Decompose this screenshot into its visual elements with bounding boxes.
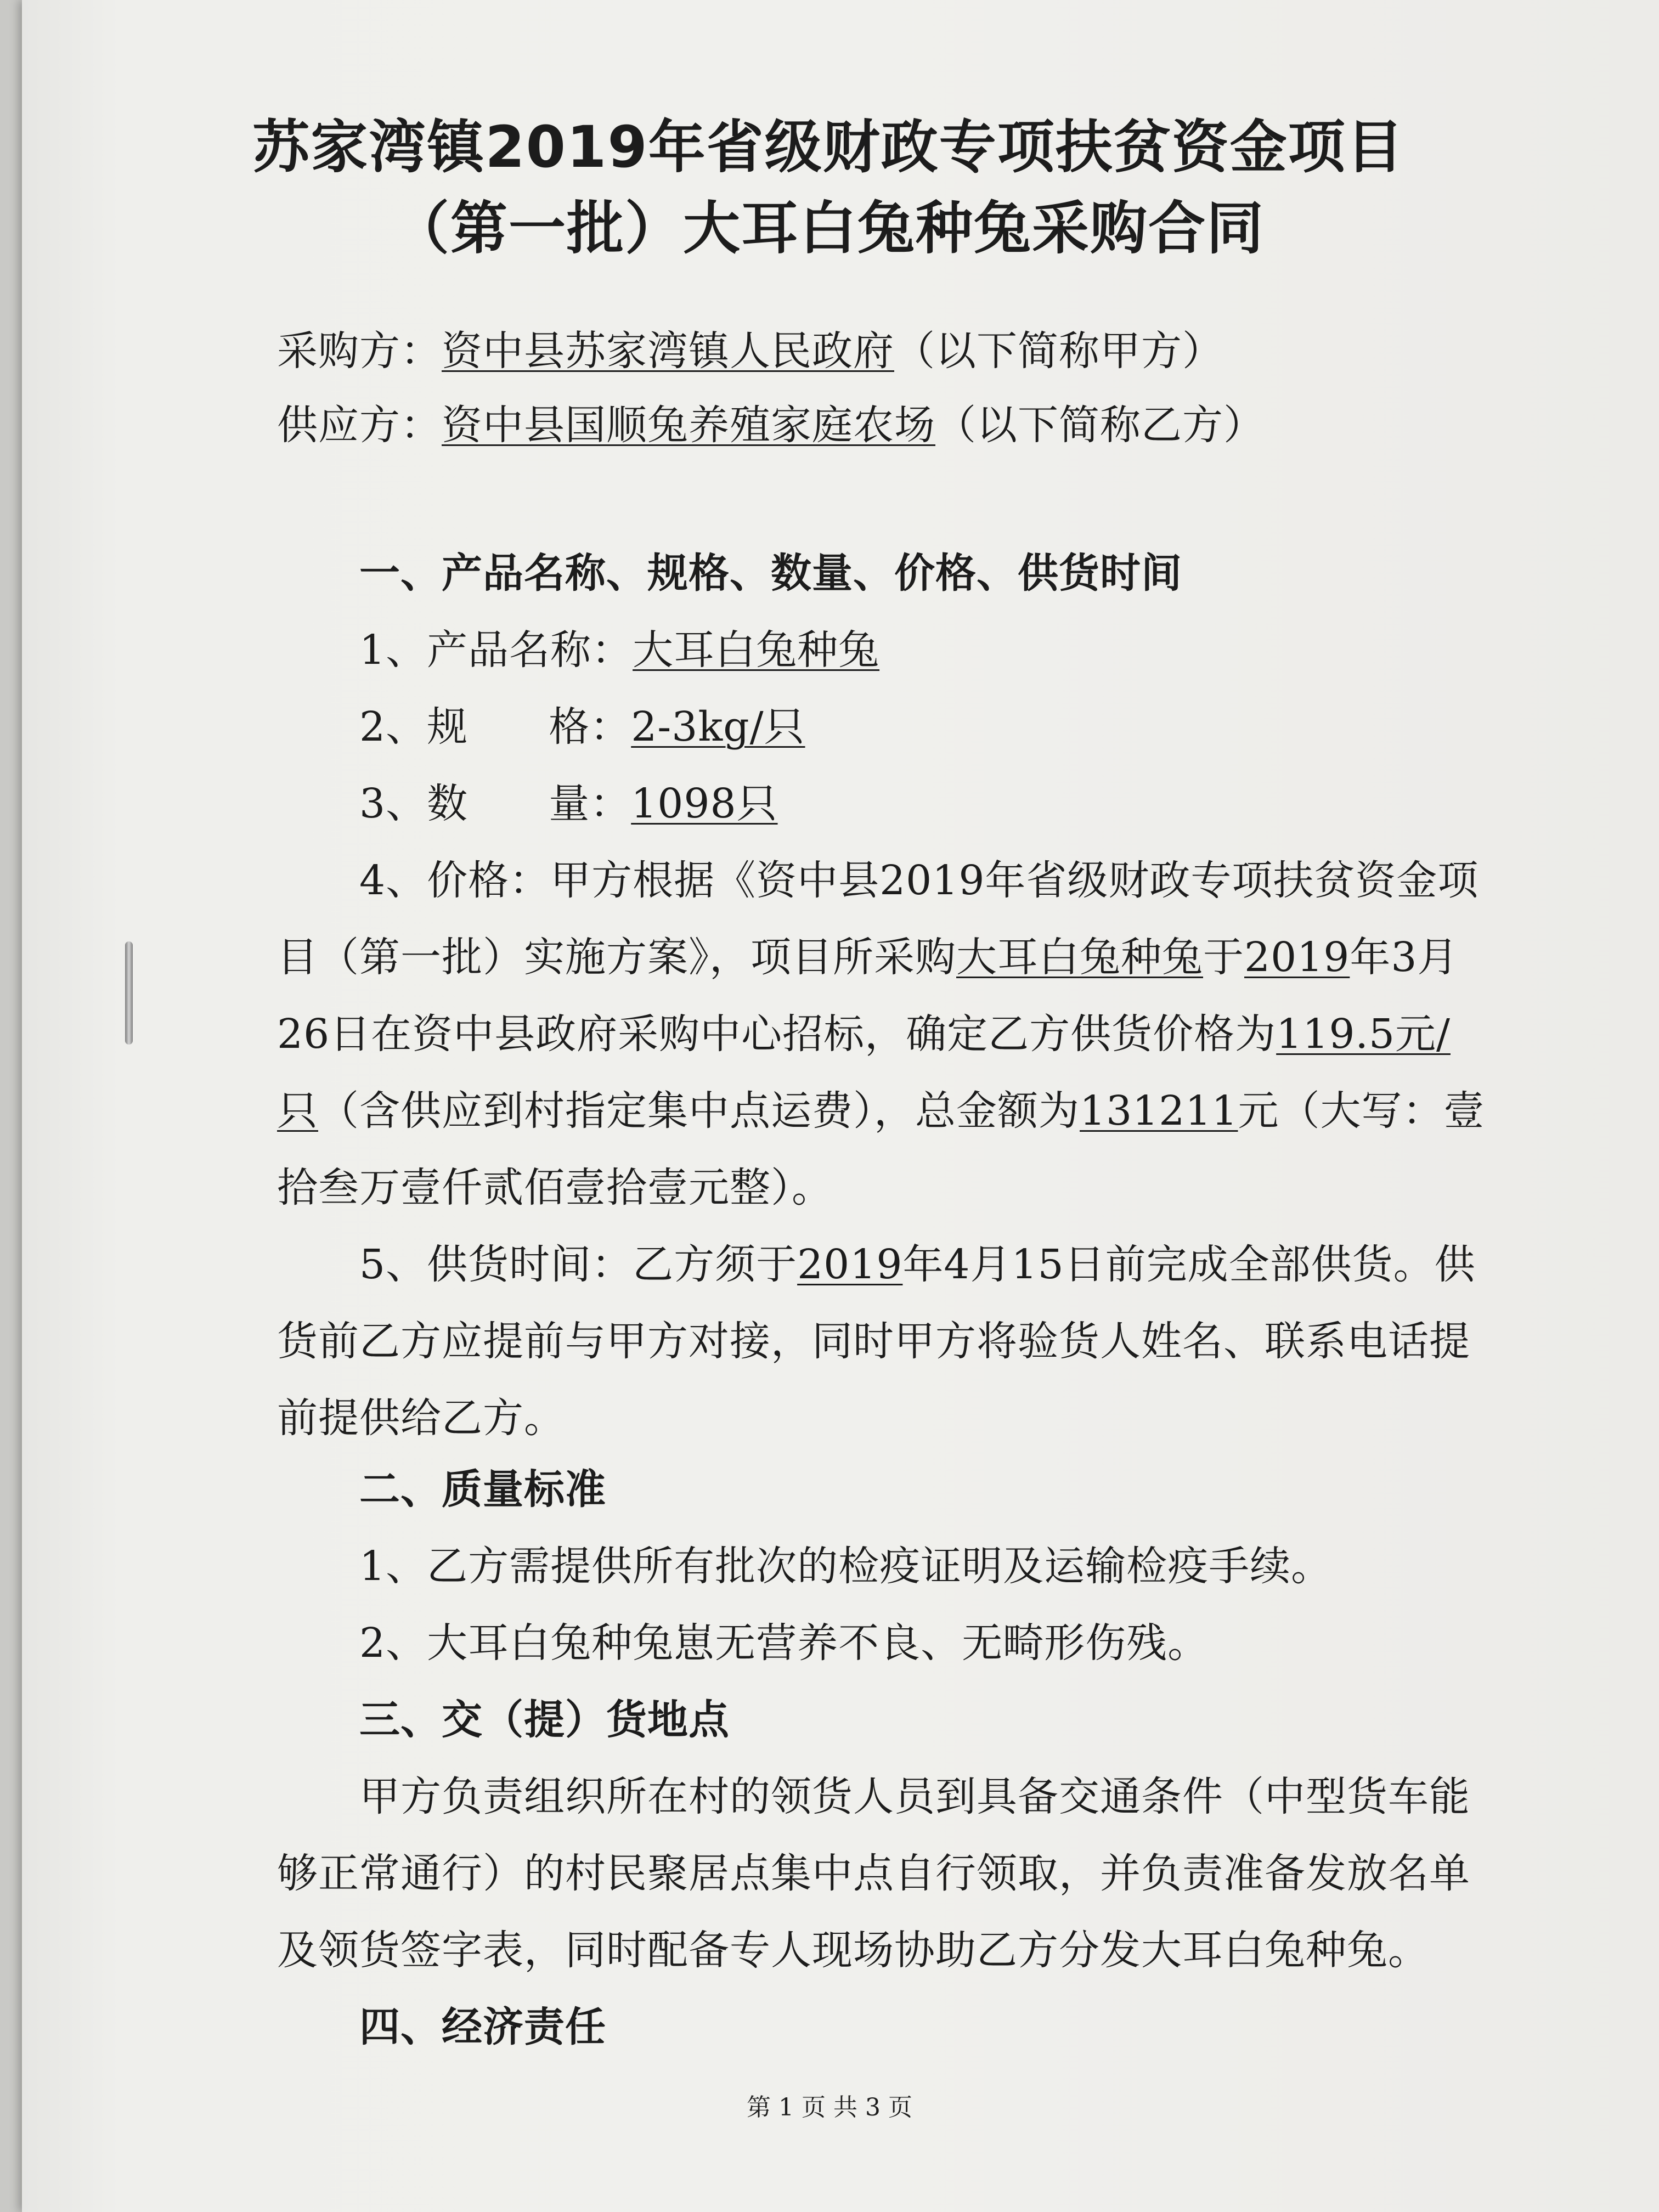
- supplier-name: 资中县国顺兔养殖家庭农场: [442, 402, 935, 449]
- price-text-c: 于: [1203, 934, 1244, 981]
- total-amount: 131211: [1080, 1087, 1238, 1135]
- quality-item-2: 2、大耳白兔种兔崽无营养不良、无畸形伤残。: [359, 1620, 1209, 1667]
- supply-year: 2019: [797, 1241, 903, 1288]
- section-3-heading: 三、交（提）货地点: [359, 1696, 730, 1743]
- delivery-para-line-3: 及领货签字表，同时配备专人现场协助乙方分发大耳白兔种兔。: [277, 1927, 1429, 1974]
- title-line-2: （第一批）大耳白兔种兔采购合同: [392, 195, 1265, 262]
- price-product: 大耳白兔种兔: [956, 934, 1203, 981]
- title-line-1: 苏家湾镇2019年省级财政专项扶贫资金项目: [252, 114, 1404, 180]
- price-text-4d: 元（大写：壹: [1238, 1087, 1485, 1135]
- supply-text-c: 年4月15日前完成全部供货。供: [902, 1241, 1476, 1288]
- price-text-a: 目（第一批）实施方案》，项目所采购: [277, 934, 956, 981]
- quantity-line: [359, 774, 778, 834]
- delivery-para-line-1: 甲方负责组织所在村的领货人员到具备交通条件（中型货车能: [359, 1773, 1470, 1820]
- supply-para-line-3: 前提供给乙方。: [277, 1395, 565, 1442]
- unit-price-suffix: 只: [277, 1087, 318, 1135]
- page-number: 第 1 页 共 3 页: [747, 2094, 912, 2121]
- buyer-name: 资中县苏家湾镇人民政府: [442, 328, 894, 375]
- price-text-e: 年3月: [1350, 934, 1459, 981]
- price-text-4b: （含供应到村指定集中点运费），总金额为: [318, 1087, 1080, 1135]
- product-name-label: 1、产品名称：: [359, 627, 633, 674]
- supplier-note: （以下简称乙方）: [935, 402, 1265, 449]
- price-para-line-5: 拾叁万壹仟贰佰壹拾壹元整）。: [277, 1164, 833, 1211]
- supply-text-a: 5、供货时间：乙方须于: [359, 1241, 798, 1288]
- buyer-note: （以下简称甲方）: [894, 328, 1223, 375]
- supplier-line: [277, 395, 1265, 455]
- section-4-heading: 四、经济责任: [359, 2004, 606, 2051]
- product-name-line: [359, 620, 879, 680]
- spec-label: 2、规 格：: [359, 703, 631, 751]
- spec-line: [359, 697, 805, 757]
- spec-value: 2-3kg/只: [631, 703, 805, 751]
- unit-price: 119.5元/: [1276, 1011, 1451, 1058]
- buyer-label: 采购方：: [277, 328, 442, 375]
- product-name-value: 大耳白兔种兔: [633, 627, 880, 674]
- price-para-line-4: [277, 1081, 1485, 1141]
- price-para-line-1: 4、价格：甲方根据《资中县2019年省级财政专项扶贫资金项: [359, 857, 1479, 904]
- supplier-label: 供应方：: [277, 402, 442, 449]
- section-1-heading: 一、产品名称、规格、数量、价格、供货时间: [359, 550, 1182, 597]
- quantity-label: 3、数 量：: [359, 780, 631, 827]
- quantity-value: 1098只: [631, 780, 778, 827]
- price-text-3a: 26日在资中县政府采购中心招标，确定乙方供货价格为: [277, 1011, 1277, 1058]
- section-2-heading: 二、质量标准: [359, 1466, 606, 1513]
- buyer-line: [277, 321, 1223, 381]
- staple: [125, 941, 133, 1045]
- delivery-para-line-2: 够正常通行）的村民聚居点集中点自行领取，并负责准备发放名单: [277, 1850, 1470, 1897]
- price-para-line-2: [277, 927, 1458, 988]
- price-year: 2019: [1244, 934, 1350, 981]
- supply-para-line-2: 货前乙方应提前与甲方对接，同时甲方将验货人姓名、联系电话提: [277, 1318, 1470, 1365]
- quality-item-1: 1、乙方需提供所有批次的检疫证明及运输检疫手续。: [359, 1543, 1333, 1590]
- price-para-line-3: [277, 1004, 1451, 1064]
- supply-para-line-1: [359, 1234, 1476, 1295]
